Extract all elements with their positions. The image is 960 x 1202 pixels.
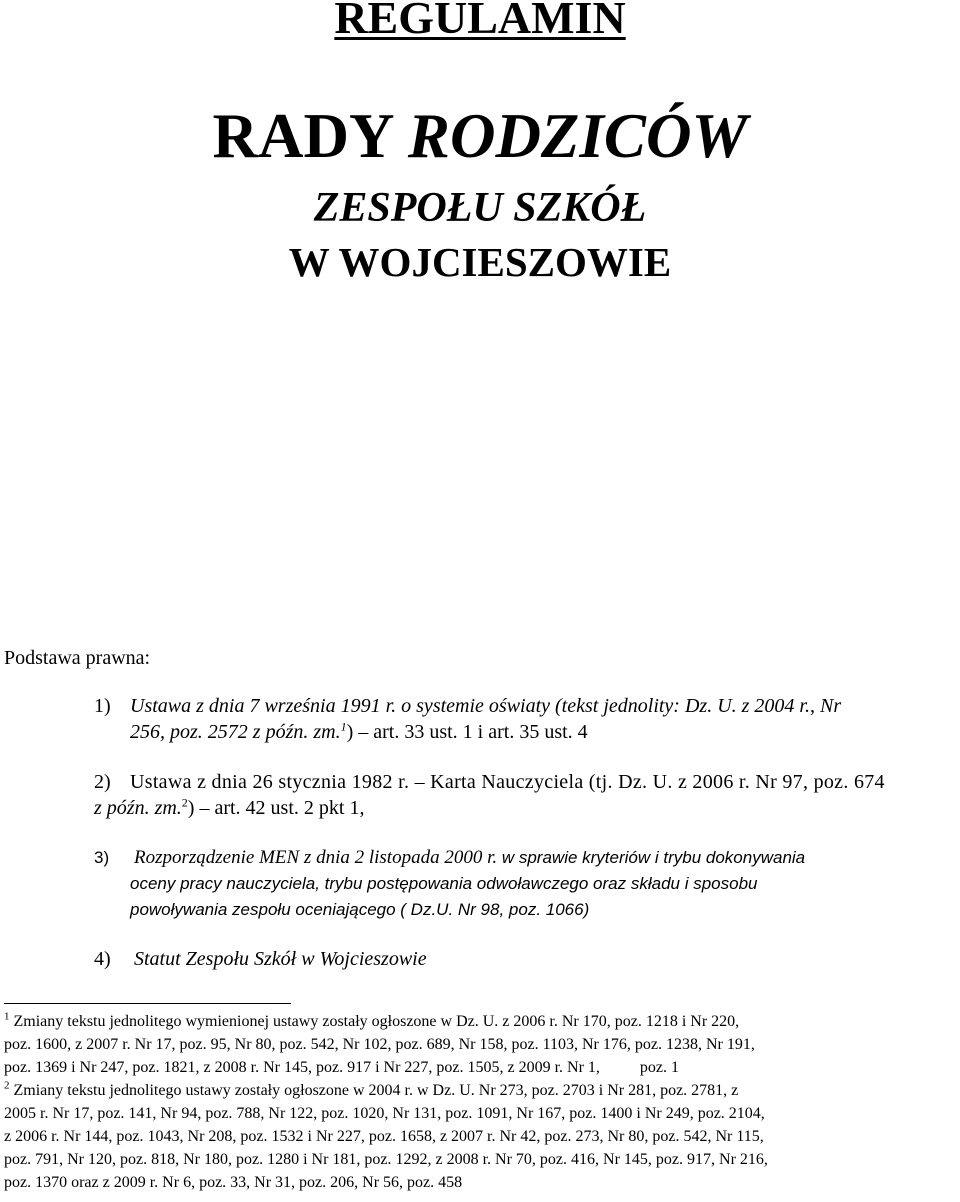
legal-basis-item-text: powoływania zespołu oceniającego ( Dz.U. Nr 98, poz. 1066)	[130, 900, 590, 919]
school-location: W WOJCIESZOWIE	[288, 239, 672, 285]
footnote-line: poz. 1600, z 2007 r. Nr 17, poz. 95, Nr 80, poz. 542, Nr 102, poz. 689, Nr 158, poz. 1103, Nr 176, poz. 1238, Nr 191,	[4, 1036, 755, 1053]
legal-basis-item-text: Statut Zespołu Szkół w Wojcieszowie	[134, 948, 427, 970]
footnote-line: poz. 1370 oraz z 2009 r. Nr 6, poz. 33, Nr 31, poz. 206, Nr 56, poz. 458	[4, 1174, 463, 1191]
legal-basis-item-text: Ustawa z dnia 7 września 1991 r. o systemie oświaty (tekst jednolity: Dz. U. z 2004 r., Nr	[130, 695, 842, 717]
document-title: REGULAMIN	[334, 0, 626, 43]
school-name: ZESPOŁU SZKÓŁ	[313, 185, 647, 231]
legal-basis-item-text: oceny pracy nauczyciela, trybu postępowania odwoławczego oraz składu i sposobu	[130, 874, 758, 893]
footnote-line: poz. 1369 i Nr 247, poz. 1821, z 2008 r. Nr 145, poz. 917 i Nr 227, poz. 1505, z 2009 r. Nr 1, poz. 1	[4, 1059, 680, 1076]
legal-basis-item-number: 2)	[94, 771, 111, 793]
footnote-separator	[4, 1003, 291, 1004]
legal-basis-item-text: z późn. zm.$^2$) – art. 42 ust. 2 pkt 1,	[94, 795, 365, 819]
footnote-line: $^1$ Zmiany tekstu jednolitego wymienionej ustawy zostały ogłoszone w Dz. U. z 2006 r. Nr 170, poz. 1218 i Nr 220,	[4, 1010, 740, 1030]
footnote-line: $^2$ Zmiany tekstu jednolitego ustawy zostały ogłoszone w 2004 r. w Dz. U. Nr 273, poz. 2703 i Nr 281, poz. 2781, z	[4, 1079, 739, 1099]
footnote-line: poz. 791, Nr 120, poz. 818, Nr 180, poz. 1280 i Nr 181, poz. 1292, z 2008 r. Nr 70, poz. 416, Nr 145, poz. 917, Nr 216,	[4, 1151, 768, 1168]
footnote-line: z 2006 r. Nr 144, poz. 1043, Nr 208, poz. 1532 i Nr 227, poz. 1658, z 2007 r. Nr 42, poz. 273, Nr 80, poz. 542, Nr 115,	[4, 1128, 764, 1145]
legal-basis-item-number: 3)	[94, 848, 110, 867]
legal-basis-item-text: Rozporządzenie MEN z dnia 2 listopada 2000 r. w sprawie kryteriów i trybu dokonywania	[134, 847, 806, 868]
footnote	[4, 1079, 768, 1194]
legal-basis-label: Podstawa prawna:	[4, 647, 151, 669]
footnote-reference[interactable]: 2	[181, 795, 188, 810]
legal-basis-item-number: 4)	[94, 948, 111, 970]
footnote-reference[interactable]: 1	[340, 719, 347, 734]
footnote	[4, 1010, 755, 1079]
legal-basis-item-text: 256, poz. 2572 z późn. zm.$^1$) – art. 33 ust. 1 i art. 35 ust. 4	[130, 719, 588, 743]
footnote-line: 2005 r. Nr 17, poz. 141, Nr 94, poz. 788, Nr 122, poz. 1020, Nr 131, poz. 1091, Nr 167, poz. 1400 i Nr 249, poz. 2104,	[4, 1105, 765, 1122]
legal-basis-item-number: 1)	[94, 695, 111, 717]
footnote-mark: 1	[4, 1010, 10, 1023]
footnote-mark: 2	[4, 1079, 10, 1092]
council-name: RADY RODZICÓW	[212, 101, 748, 171]
legal-basis-item-text: Ustawa z dnia 26 stycznia 1982 r. – Karta Nauczyciela (tj. Dz. U. z 2006 r. Nr 97, poz. 674	[130, 771, 885, 793]
